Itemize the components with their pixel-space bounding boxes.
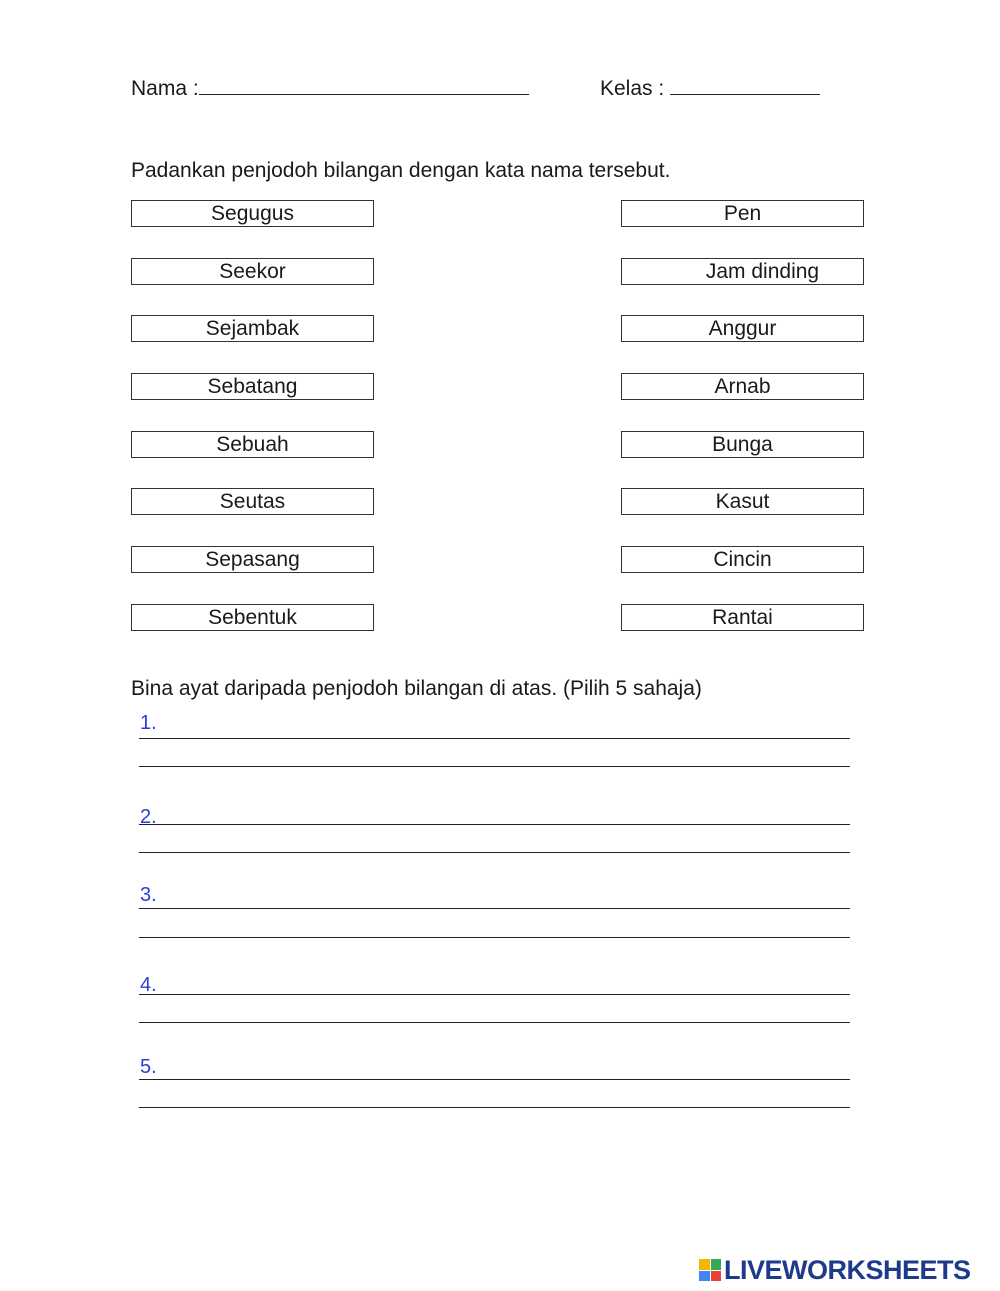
- left-box-8[interactable]: Sebentuk: [131, 604, 374, 631]
- sentence-1-line-1[interactable]: [139, 738, 850, 739]
- right-box-3[interactable]: Anggur: [621, 315, 864, 342]
- right-box-2[interactable]: Jam dinding: [621, 258, 864, 285]
- class-field: [600, 76, 820, 101]
- sentence-2-line-1[interactable]: [139, 824, 850, 825]
- sentence-5-line-2[interactable]: [139, 1107, 850, 1108]
- left-box-1[interactable]: Segugus: [131, 200, 374, 227]
- left-box-6[interactable]: Seutas: [131, 488, 374, 515]
- matching-instruction: Padankan penjodoh bilangan dengan kata nama tersebut.: [131, 159, 671, 182]
- class-input-line[interactable]: [670, 76, 820, 95]
- right-box-4[interactable]: Arnab: [621, 373, 864, 400]
- sentence-instruction: Bina ayat daripada penjodoh bilangan di atas. (Pilih 5 sahaja): [131, 677, 702, 700]
- sentence-1-line-2[interactable]: [139, 766, 850, 767]
- left-box-7[interactable]: Sepasang: [131, 546, 374, 573]
- left-box-5[interactable]: Sebuah: [131, 431, 374, 458]
- sentence-4-line-1[interactable]: [139, 994, 850, 995]
- right-box-8[interactable]: Rantai: [621, 604, 864, 631]
- sentence-5-line-1[interactable]: [139, 1079, 850, 1080]
- right-box-1[interactable]: Pen: [621, 200, 864, 227]
- sentence-4-line-2[interactable]: [139, 1022, 850, 1023]
- logo-text: LIVEWORKSHEETS: [724, 1254, 971, 1285]
- left-box-2[interactable]: Seekor: [131, 258, 374, 285]
- right-box-6[interactable]: Kasut: [621, 488, 864, 515]
- right-box-5[interactable]: Bunga: [621, 431, 864, 458]
- sentence-2-line-2[interactable]: [139, 852, 850, 853]
- name-label: Nama :: [131, 77, 199, 100]
- left-box-4[interactable]: Sebatang: [131, 373, 374, 400]
- sentence-number-1: 1.: [140, 712, 157, 734]
- left-box-3[interactable]: Sejambak: [131, 315, 374, 342]
- name-input-line[interactable]: [199, 76, 529, 95]
- sentence-number-4: 4.: [140, 974, 157, 996]
- liveworksheets-mark-icon: [699, 1259, 721, 1281]
- sentence-number-5: 5.: [140, 1056, 157, 1078]
- liveworksheets-logo: [699, 1256, 971, 1284]
- right-box-7[interactable]: Cincin: [621, 546, 864, 573]
- sentence-number-2: 2.: [140, 806, 157, 828]
- sentence-3-line-1[interactable]: [139, 908, 850, 909]
- sentence-3-line-2[interactable]: [139, 937, 850, 938]
- class-label: Kelas :: [600, 77, 665, 100]
- sentence-number-3: 3.: [140, 884, 157, 906]
- name-field: [131, 76, 529, 101]
